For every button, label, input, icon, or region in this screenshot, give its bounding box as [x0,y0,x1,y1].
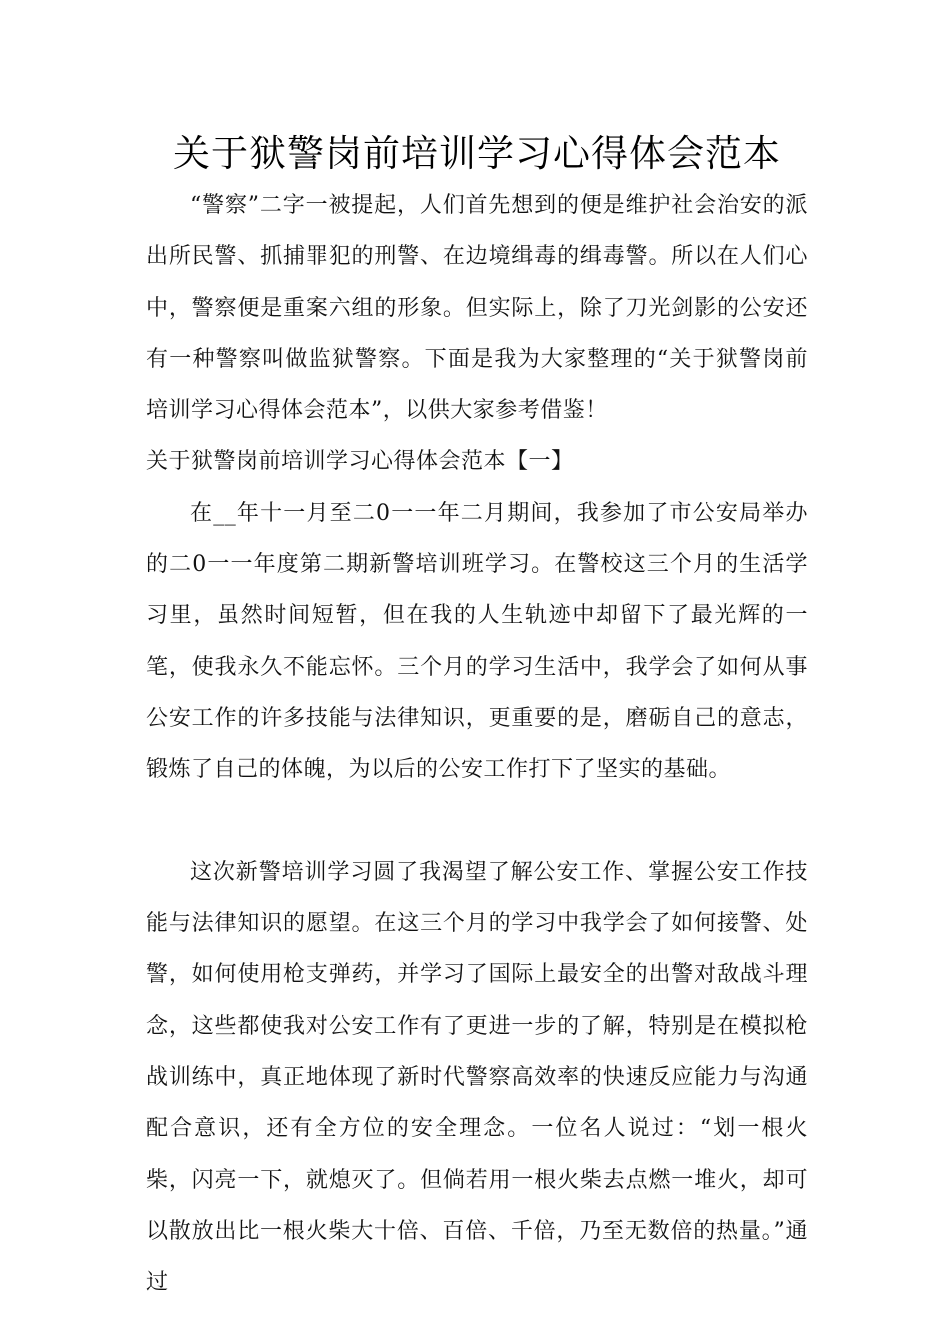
paragraph-spacer [146,796,808,847]
body-paragraph-1: 在__年十一月至二0一一年二月期间，我参加了市公安局举办的二0一一年度第二期新警培训班学习。在警校这三个月的生活学习里，虽然时间短暂，但在我的人生轨迹中却留下了最光辉的一笔，使我永久不能忘怀。三个月的学习生活中，我学会了如何从事公安工作的许多技能与法律知识，更重要的是，磨砺自己的意志，锻炼了自己的体魄，为以后的公安工作打下了坚实的基础。 [146,500,808,783]
intro-paragraph: “警察”二字一被提起，人们首先想到的便是维护社会治安的派出所民警、抓捕罪犯的刑警、在边境缉毒的缉毒警。所以在人们心中，警察便是重案六组的形象。但实际上，除了刀光剑影的公安还有一种警察叫做监狱警察。下面是我为大家整理的“关于狱警岗前培训学习心得体会范本”，以供大家参考借鉴！ [146,193,808,424]
body-paragraph-2: 这次新警培训学习圆了我渴望了解公安工作、掌握公安工作技能与法律知识的愿望。在这三个月的学习中我学会了如何接警、处警，如何使用枪支弹药，并学习了国际上最安全的出警对敌战斗理念，这些都使我对公安工作有了更进一步的了解，特别是在模拟枪战训练中，真正地体现了新时代警察高效率的快速反应能力与沟通配合意识，还有全方位的安全理念。一位名人说过：“划一根火柴，闪亮一下，就熄灭了。但倘若用一根火柴去点燃一堆火，却可以散放出比一根火柴大十倍、百倍、千倍，乃至无数倍的热量。”通过 [146,859,808,1296]
document-title: 关于狱警岗前培训学习心得体会范本 [173,132,781,175]
section-heading: 关于狱警岗前培训学习心得体会范本【一】 [146,449,574,475]
document-page [146,128,808,1309]
